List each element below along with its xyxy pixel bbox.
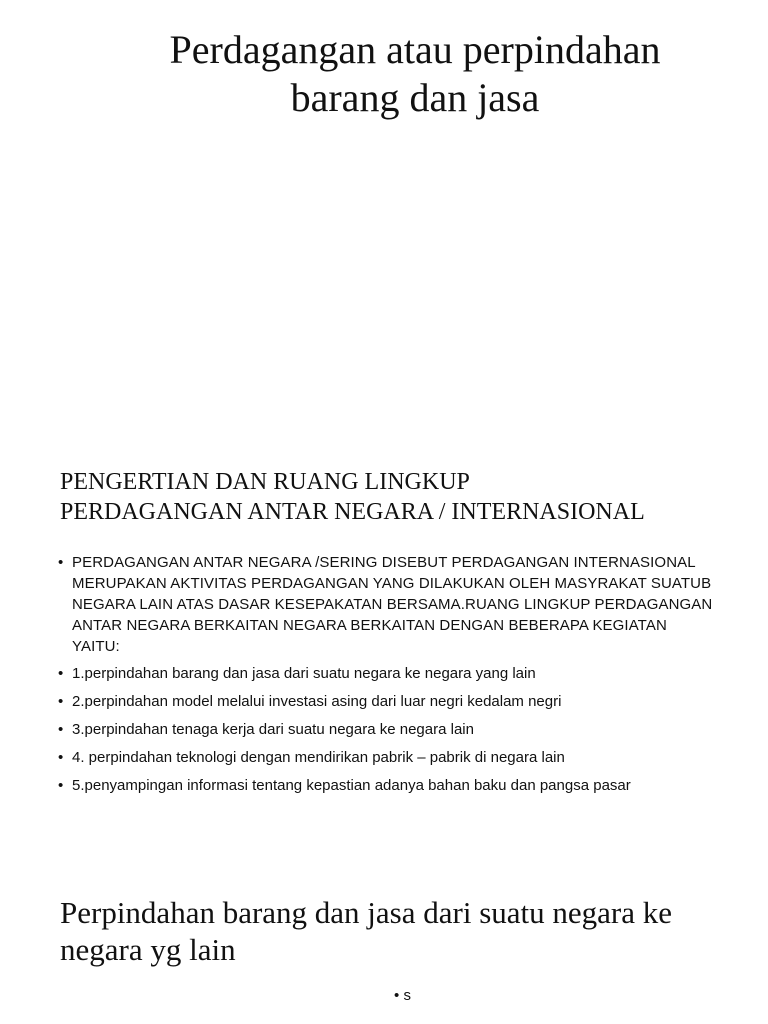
section-heading <box>60 467 760 527</box>
bullet-icon: • <box>58 777 64 794</box>
list-item-text: 5.penyampingan informasi tentang kepastian adanya bahan baku dan pangsa pasar <box>72 777 631 794</box>
footer-bullet <box>394 986 411 1006</box>
list-item <box>58 663 718 685</box>
list-item-text: 3.perpindahan tenaga kerja dari suatu negara ke negara lain <box>72 721 474 738</box>
footer-bullet-text: s <box>403 987 411 1004</box>
bullet-icon: • <box>394 987 400 1004</box>
list-item-text: 2.perpindahan model melalui investasi asing dari luar negri kedalam negri <box>72 693 562 710</box>
section-heading-line-2: PERDAGANGAN ANTAR NEGARA / INTERNASIONAL <box>60 499 645 525</box>
slide-title: Perdagangan atau perpindahan barang dan jasa <box>169 27 661 120</box>
list-item-text: 4. perpindahan teknologi dengan mendirikan pabrik – pabrik di negara lain <box>72 749 565 766</box>
bullet-list <box>58 552 718 803</box>
bullet-icon: • <box>58 665 64 682</box>
list-item <box>58 552 718 657</box>
list-item-text: PERDAGANGAN ANTAR NEGARA /SERING DISEBUT PERDAGANGAN INTERNASIONAL MERUPAKAN AKTIVITAS PERDAGANGAN YANG DILAKUKAN OLEH MASYRAKAT SUATUB NEGARA LAIN ATAS DASAR KESEPAKATAN BERSAMA.RUANG LINGKUP PERDAGANGAN ANTAR NEGARA BERKAITAN NEGARA BERKAITAN DENGAN BEBERAPA KEGIATAN YAITU: <box>72 554 713 655</box>
slide-subheading: Perpindahan barang dan jasa dari suatu negara ke negara yg lain <box>60 895 672 967</box>
list-item <box>58 719 718 741</box>
bullet-icon: • <box>58 693 64 710</box>
list-item-text: 1.perpindahan barang dan jasa dari suatu negara ke negara yang lain <box>72 665 536 682</box>
list-item <box>58 775 718 797</box>
section-heading-line-1: PENGERTIAN DAN RUANG LINGKUP <box>60 469 470 495</box>
bullet-icon: • <box>58 749 64 766</box>
list-item <box>58 691 718 713</box>
list-item <box>58 747 718 769</box>
bullet-icon: • <box>58 721 64 738</box>
bullet-icon: • <box>58 554 64 571</box>
